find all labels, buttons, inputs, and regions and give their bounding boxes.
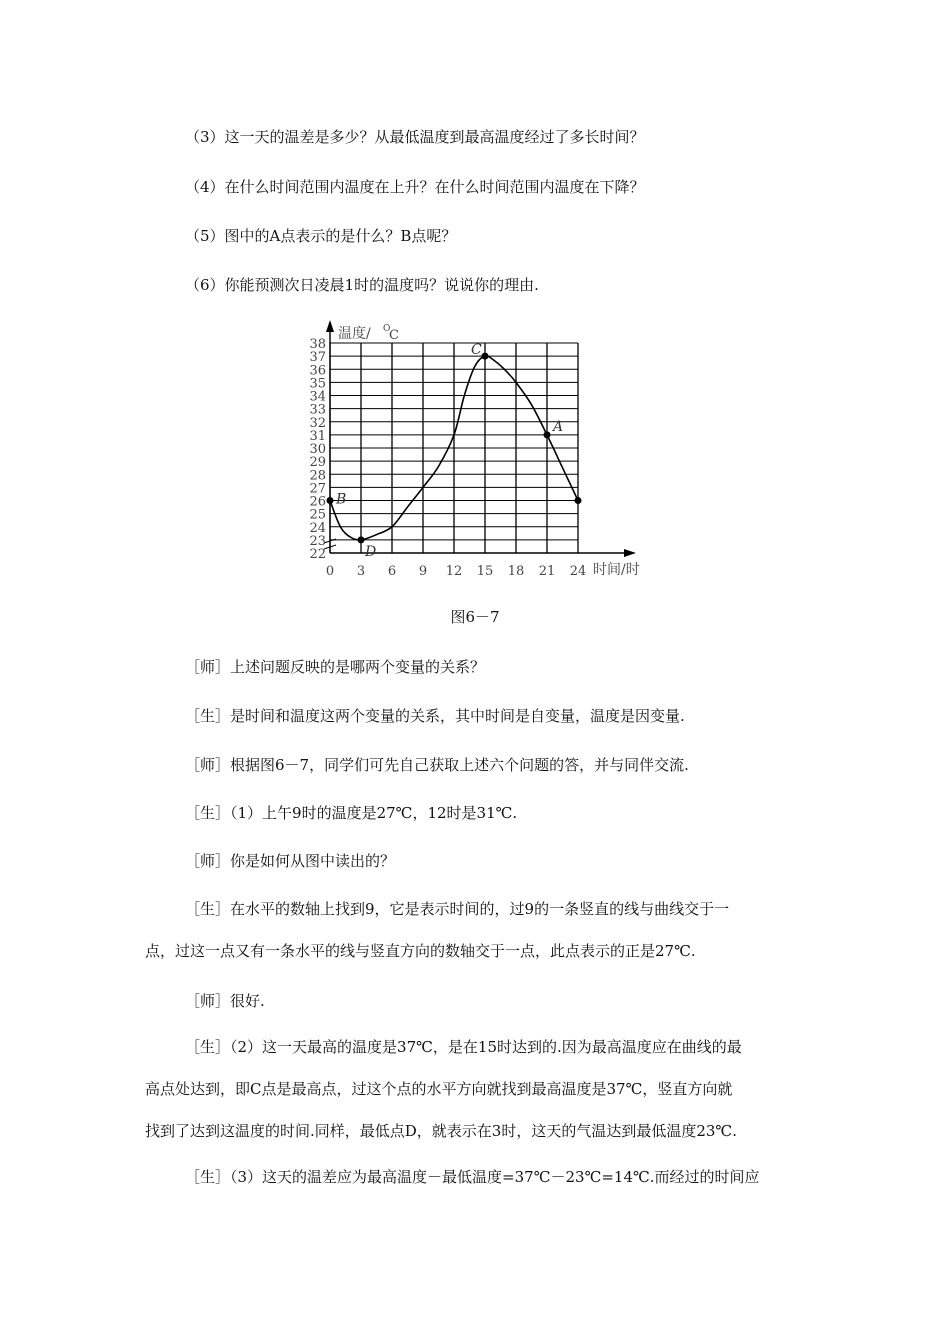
y-tick-label: 25 [309,507,326,523]
y-tick-label: 33 [309,402,326,418]
data-point [358,536,365,543]
x-tick-label: 24 [569,564,587,579]
question-5: （5）图中的A点表示的是什么？B点呢？ [185,227,457,245]
dialogue-line: ［生］（2）这一天最高的温度是37℃，是在15时达到的.因为最高温度应在曲线的最 [185,1038,742,1056]
x-tick-label: 21 [538,564,556,579]
y-tick-label: 22 [309,547,326,562]
dialogue-line: ［生］（3）这天的温差应为最高温度－最低温度=37℃－23℃=14℃.而经过的时间应 [185,1168,760,1186]
dialogue-line: ［师］上述问题反映的是哪两个变量的关系？ [185,658,486,676]
dialogue-line: ［生］是时间和温度这两个变量的关系，其中时间是自变量，温度是因变量. [185,707,685,725]
y-axis-unit-degree: O [383,324,391,334]
dialogue-line: ［师］很好. [185,992,265,1010]
y-axis-arrow [326,320,334,332]
y-tick-label: 38 [309,337,326,352]
y-tick-label: 37 [309,350,326,366]
y-tick-label: 23 [309,533,326,549]
y-tick-label: 29 [309,455,326,471]
x-tick-label: 15 [476,564,494,579]
dialogue-line: 点，过这一点又有一条水平的线与竖直方向的数轴交于一点，此点表示的正是27℃. [145,942,696,960]
point-label-b: B [336,491,347,508]
dialogue-line: ［师］根据图6－7，同学们可先自己获取上述六个问题的答，并与同伴交流. [185,756,689,774]
point-label-d: D [365,543,377,560]
x-tick-label: 12 [445,564,463,579]
x-tick-label: 3 [356,564,366,579]
y-tick-label: 28 [309,468,326,484]
y-tick-label: 26 [309,494,326,510]
y-axis-unit: C [389,328,399,343]
x-tick-label: 6 [387,564,397,579]
x-tick-label: 18 [507,564,525,579]
question-4: （4）在什么时间范围内温度在上升？在什么时间范围内温度在下降？ [185,178,645,196]
point-label-a: A [553,418,564,435]
temperature-chart [295,318,665,588]
y-tick-label: 36 [309,363,326,379]
question-3: （3）这一天的温差是多少？从最低温度到最高温度经过了多长时间？ [185,128,645,146]
y-tick-label: 27 [309,481,326,497]
dialogue-line: ［师］你是如何从图中读出的？ [185,852,396,870]
data-point [482,353,489,360]
x-tick-label: 0 [325,564,335,579]
data-point [327,497,334,504]
dialogue-line: ［生］在水平的数轴上找到9，它是表示时间的，过9的一条竖直的线与曲线交于一 [185,900,730,918]
x-axis-label: 时间/时 [593,562,640,578]
question-6: （6）你能预测次日凌晨1时的温度吗？说说你的理由. [185,276,539,294]
y-tick-label: 34 [309,389,326,405]
x-tick-label: 9 [418,564,428,579]
y-tick-label: 32 [309,415,326,431]
data-point [575,497,582,504]
dialogue-line: ［生］（1）上午9时的温度是27℃，12时是31℃. [185,804,518,822]
x-axis-arrow [624,549,636,557]
y-tick-label: 24 [309,520,326,536]
y-tick-label: 30 [309,442,326,457]
point-label-c: C [471,342,482,359]
y-tick-label: 31 [309,428,326,444]
y-tick-label: 35 [309,376,326,392]
y-axis-label: 温度/ [338,326,371,342]
dialogue-line: 找到了达到这温度的时间.同样，最低点D，就表示在3时，这天的气温达到最低温度23℃. [145,1122,737,1140]
dialogue-line: 高点处达到，即C点是最高点，过这个点的水平方向就找到最高温度是37℃，竖直方向就 [145,1080,733,1098]
data-point [544,431,551,438]
figure-caption: 图6－7 [450,608,500,626]
